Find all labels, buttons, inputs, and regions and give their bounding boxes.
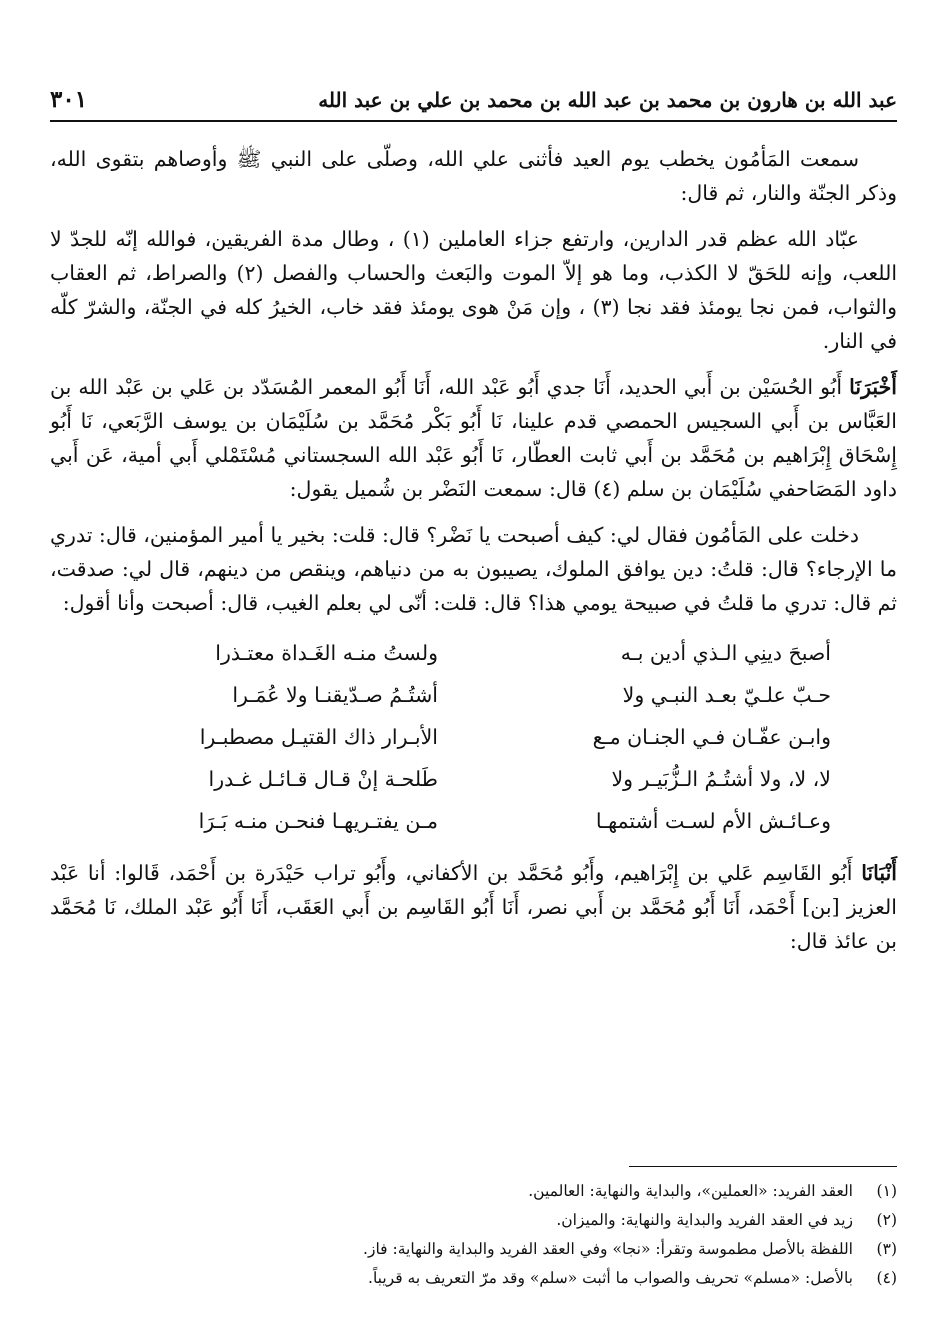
paragraph-text: عبّاد الله عظم قدر الدارين، وارتفع جزاء العاملين (١) ، وطال مدة الفريقين، فوالله إنّه للجدّ لا اللعب، وإنه للحَقّ لا الكذب، وما هو إلاّ الموت والبَعث والحساب والفصل (٢) والصراط، ثم العقاب والثواب، فمن نجا يومئذ فقد نجا (٣) ، وإن مَنْ هوى يومئذ فقد خاب، الخيرُ كله في الجنّة، والشرّ كلّه في النار. <box>50 227 898 353</box>
footnote-text: زيد في العقد الفريد والبداية والنهاية: والميزان. <box>556 1211 853 1229</box>
verse-second-half: طَلحـة إنْ قـال قـائـل غـدرا <box>208 767 438 791</box>
verse-second-half: مـن يفتـريهـا فنحـن منـه بَـرَا <box>198 809 438 833</box>
footnote-number: (٤) <box>876 1269 897 1287</box>
poem-verse <box>50 632 897 674</box>
footnote-rule <box>629 1166 897 1167</box>
paragraph-text: دخلت على المَأمُون فقال لي: كيف أصبحت يا نَضْر؟ قال: قلت: بخير يا أمير المؤمنين، قال: تدري ما الإرجاء؟ قال: قلتُ: دين يوافق الملوك، يصيبون به من دنياهم، وينقص من دينهم، قال لي: صدقت، ثم قال: تدري ما قلتُ في صبيحة يومي هذا؟ قال: قلت: أنّى لي بعلم الغيب، قال: أصبحت وأنا أقول: <box>50 523 897 615</box>
poem-verse <box>50 674 897 716</box>
verse-first-half: أصبحَ دينِي الـذي أدين بـه <box>620 641 831 665</box>
poem <box>50 632 897 842</box>
footnote-text: العقد الفريد: «العملين»، والبداية والنهاية: العالمين. <box>528 1182 853 1200</box>
verse-first-half: وعـائـش الأم لسـت أشتمهـا <box>595 809 831 833</box>
paragraph <box>50 856 897 958</box>
footnote <box>50 1235 897 1264</box>
poem-verse <box>50 716 897 758</box>
footnote <box>50 1264 897 1293</box>
paragraph <box>50 222 897 358</box>
paragraph-text: أَبُو القَاسِم عَلي بن إِبْرَاهيم، وأَبُو مُحَمَّد بن الأكفاني، وأَبُو تراب حَيْدَرة بن أَحْمَد، قَالوا: أنا عَبْد العزيز [بن] أَحْمَد، أَنَا أَبُو مُحَمَّد بن أَبي نصر، أَنَا أَبُو القَاسِم بن أَبي العَقَب، أَنَا أَبُو عَبْد الملك، نَا مُحَمَّد بن عائذ قال: <box>50 861 897 953</box>
poem-verse <box>50 758 897 800</box>
isnad-lead: أَنْبَانَا <box>861 861 897 885</box>
page-number: ٣٠١ <box>50 86 88 113</box>
paragraph-text: أَبُو الحُسَيْن بن أَبي الحديد، أَنَا جدي أَبُو عَبْد الله، أَنَا أَبُو المعمر المُسَدّد بن عَلي بن عَبْد الله بن العَبَّاس بن أَبي السجيس الحمصي قدم علينا، نَا أَبُو بَكْر مُحَمَّد بن سُلَيْمَان بن يوسف الرَّبَعي، نَا أَبُو إِسْحَاق إِبْرَاهيم بن مُحَمَّد بن أَبي ثابت العطّار، نَا أَبُو عَبْد الله السجستاني مُسْتَمْلي أَبي أمية، عَن أَبي داود المَصَاحفي سُلَيْمَان بن سلم (٤) قال: سمعت النَضْر بن شُميل يقول: <box>50 375 897 501</box>
verse-second-half: الأبـرار ذاك القتيـل مصطبـرا <box>199 725 438 749</box>
verse-first-half: لا، لا، ولا أشتُـمُ الـزُّبَيـر ولا <box>611 767 831 791</box>
footnote <box>50 1206 897 1235</box>
paragraph-text: سمعت المَأمُون يخطب يوم العيد فأثنى علي الله، وصلّى على النبي ﷺ وأوصاهم بتقوى الله، وذكر الجنّة والنار، ثم قال: <box>50 147 897 205</box>
footnote <box>50 1177 897 1206</box>
poem-verse <box>50 800 897 842</box>
footnote-number: (١) <box>876 1182 897 1200</box>
verse-second-half: ولستُ منـه الغَـداة معتـذرا <box>215 641 438 665</box>
running-header <box>50 84 897 118</box>
paragraph <box>50 518 897 620</box>
verse-second-half: أشتُـمُ صـدّيقنـا ولا عُمَـرا <box>232 683 438 707</box>
footnote-text: اللفظة بالأصل مطموسة وتقرأ: «نجا» وفي العقد الفريد والبداية والنهاية: فاز. <box>363 1240 853 1258</box>
isnad-lead: أَخْبَرَنَا <box>849 375 897 399</box>
header-title: عبد الله بن هارون بن محمد بن عبد الله بن محمد بن علي بن عبد الله <box>318 88 897 112</box>
footnote-number: (٢) <box>876 1211 897 1229</box>
paragraph <box>50 142 897 210</box>
footnotes <box>50 1177 897 1293</box>
footnote-number: (٣) <box>876 1240 897 1258</box>
paragraph <box>50 370 897 506</box>
verse-first-half: وابـن عفّـان فـي الجنـان مـع <box>592 725 831 749</box>
header-rule <box>50 120 897 122</box>
footnote-text: بالأصل: «مسلم» تحريف والصواب ما أثبت «سلم» وقد مرّ التعريف به قريباً. <box>368 1269 853 1287</box>
verse-first-half: حـبّ علـيّ بعـد النبـي ولا <box>622 683 831 707</box>
page-body <box>50 142 897 970</box>
